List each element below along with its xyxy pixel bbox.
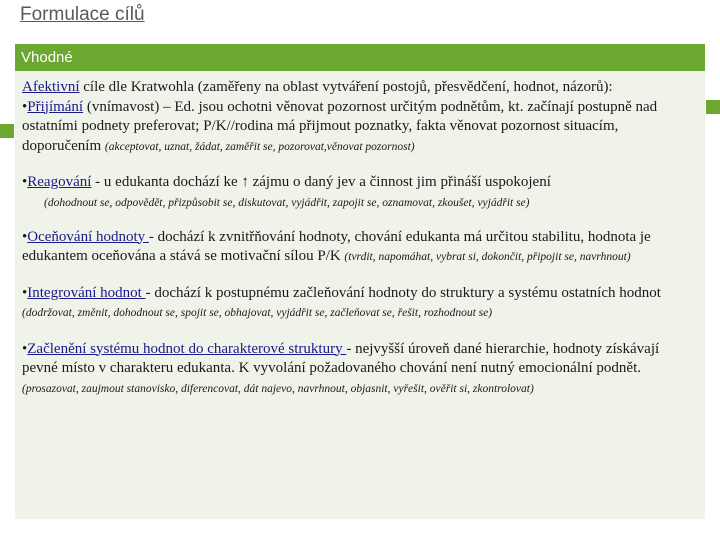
paragraph-text: - u edukanta dochází ke ↑ zájmu o daný jev a činnost jim přináší uspokojení [91, 174, 551, 190]
intro-paragraph [22, 78, 687, 98]
verbs-text: (dohodnout se, odpovědět, přizpůsobit se, diskutovat, vyjádřit, zapojit se, oznamovat, zkoušet, vyjádřit se) [44, 196, 530, 209]
term-link[interactable]: Integrování hodnot [27, 284, 146, 301]
list-item [22, 98, 687, 158]
term-link[interactable]: Afektivní [22, 79, 80, 95]
list-item [22, 228, 687, 268]
paragraph-text: (vnímavost) – Ed. jsou ochotni věnovat pozornost určitým podnětům, kt. začínají postupně nad ostatními podnety preferovat; P/K//rodina má přijmout poznatky, fakta věnovat pozornost situacím, doporučením [22, 98, 658, 154]
verbs-text: (dodržovat, změnit, dohodnout se, spojit se, obhajovat, vyjádřit se, začleňovat se, řešit, rozhodnout se) [22, 307, 493, 319]
term-link[interactable]: Přijímání [27, 98, 84, 115]
content-box [15, 71, 705, 519]
list-item [22, 284, 687, 324]
paragraph-text: - dochází k zvnitřňování hodnoty, chování edukanta má určitou stabilitu, hodnota je edukantem oceňována a stává se motivační sílou P/K [22, 228, 651, 264]
bullet: • [22, 284, 28, 301]
bullet: • [22, 228, 28, 245]
paragraph-text: cíle dle Kratwohla (zaměřeny na oblast vytváření postojů, přesvědčení, hodnot, názorů): [79, 79, 613, 95]
list-item [22, 340, 687, 400]
term-link[interactable]: Začlenění systému hodnot do charakterové struktury [27, 340, 347, 357]
verbs-text: (prosazovat, zaujmout stanovisko, diferencovat, dát najevo, navrhnout, objasnit, vyřešit, ověřit si, zkontrolovat) [22, 382, 534, 395]
decorative-square [0, 124, 14, 138]
section-header: Vhodné [15, 44, 705, 71]
list-item [22, 173, 687, 212]
bullet: • [22, 98, 28, 115]
decorative-square [706, 100, 720, 114]
verbs-text: (tvrdit, napomáhat, vybrat si, dokončit, připojit se, navrhnout) [344, 251, 631, 263]
term-link[interactable]: Reagování [27, 174, 92, 190]
page-title: Formulace cílů [20, 4, 145, 25]
verbs-text: (akceptovat, uznat, žádat, zaměřit se, pozorovat,věnovat pozornost) [104, 140, 415, 153]
bullet: • [22, 340, 28, 357]
bullet: • [22, 174, 28, 190]
paragraph-text: - dochází k postupnému začleňování hodnoty do struktury a systému ostatních hodnot [145, 284, 661, 301]
paragraph-text: - nejvyšší úroveň dané hierarchie, hodnoty získávají pevné místo v charakteru edukanta. K vyvolání požadovaného chování není nutný emocionální podnět. [22, 340, 660, 376]
term-link[interactable]: Oceňování hodnoty [27, 228, 149, 245]
